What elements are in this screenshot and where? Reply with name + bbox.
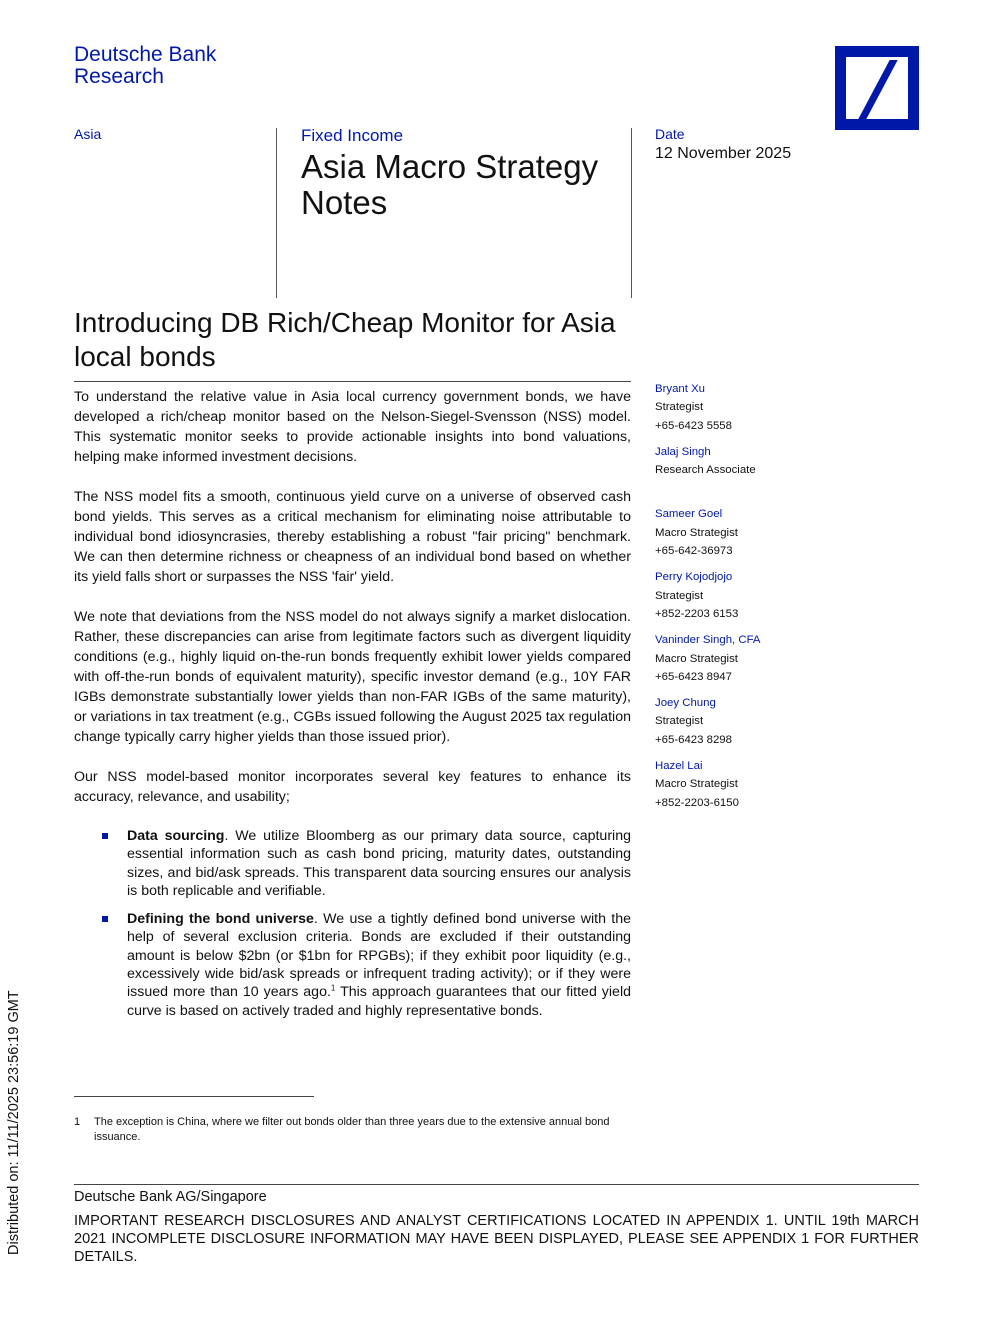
author-role: Strategist bbox=[655, 715, 704, 728]
author-role: Macro Strategist bbox=[655, 526, 738, 539]
brand-wordmark bbox=[74, 44, 216, 88]
author-role: Macro Strategist bbox=[655, 652, 738, 665]
bullet-lead: Data sourcing bbox=[127, 828, 225, 844]
author-name[interactable]: Jalaj Singh bbox=[655, 445, 711, 458]
author-entry bbox=[655, 631, 835, 686]
author-role: Macro Strategist bbox=[655, 778, 738, 791]
distribution-stamp: Distributed on: 11/11/2025 23:56:19 GMT bbox=[6, 990, 22, 1255]
section-kicker: Fixed Income bbox=[301, 126, 404, 145]
author-entry bbox=[655, 694, 835, 749]
footer-rule bbox=[74, 1184, 919, 1185]
author-name[interactable]: Hazel Lai bbox=[655, 760, 703, 773]
date-label: Date bbox=[655, 126, 685, 142]
author-entry bbox=[655, 568, 835, 623]
author-entry bbox=[655, 443, 835, 480]
footnote-rule bbox=[74, 1096, 314, 1097]
author-phone: +852-2203-6150 bbox=[655, 796, 739, 809]
author-name[interactable]: Bryant Xu bbox=[655, 383, 706, 395]
article-headline: Introducing DB Rich/Cheap Monitor for Asia local bonds bbox=[74, 307, 616, 372]
author-entry bbox=[655, 757, 835, 812]
square-bullet-icon bbox=[102, 916, 108, 922]
author-name[interactable]: Perry Kojodjojo bbox=[655, 571, 733, 584]
author-phone: +65-6423 8947 bbox=[655, 670, 732, 683]
article-body bbox=[74, 387, 631, 1030]
brand-subtitle: Research bbox=[74, 65, 164, 88]
body-paragraph: Our NSS model-based monitor incorporates several key features to enhance its accuracy, relevance, and usability; bbox=[74, 769, 631, 805]
feature-list bbox=[74, 827, 631, 1020]
headline-rule bbox=[74, 381, 631, 382]
brand-name: Deutsche Bank bbox=[74, 43, 217, 66]
author-phone: +65-6423 5558 bbox=[655, 419, 732, 432]
author-role: Strategist bbox=[655, 589, 704, 602]
author-list bbox=[655, 380, 835, 812]
region-label: Asia bbox=[74, 126, 102, 142]
publication-title: Asia Macro Strategy Notes bbox=[301, 148, 599, 221]
square-bullet-icon bbox=[102, 833, 108, 839]
author-entry bbox=[655, 380, 835, 435]
date-value: 12 November 2025 bbox=[655, 145, 792, 162]
column-divider bbox=[276, 128, 277, 298]
author-role: Strategist bbox=[655, 401, 704, 414]
list-item bbox=[127, 910, 631, 1020]
column-divider bbox=[631, 128, 632, 298]
author-name[interactable]: Joey Chung bbox=[655, 697, 716, 710]
author-name[interactable]: Vaninder Singh, CFA bbox=[655, 634, 761, 647]
bullet-text: This approach guarantees that our fitted yield curve is based on actively traded and highly representative bonds. bbox=[127, 984, 631, 1019]
footnote-ref[interactable]: 1 bbox=[330, 983, 336, 993]
author-phone: +852-2203 6153 bbox=[655, 607, 739, 620]
body-paragraph: We note that deviations from the NSS model do not always signify a market dislocation. Rather, these discrepancies can arise from legitimate factors such as divergent liquidity conditions (e.g., highly liquid on-the-run bonds frequently exhibit lower yields compared with off-the-run bonds of equivalent maturity), specific investor demand (e.g., 10Y FAR IGBs demonstrate substantially lower yields than non-FAR IGBs of the same maturity), or variations in tax treatment (e.g., CGBs issued following the August 2025 tax regulation change typically carry higher yields than those issued prior). bbox=[74, 609, 631, 745]
footnote-text: The exception is China, where we filter out bonds older than three years due to the extensive annual bond issuance. bbox=[94, 1116, 610, 1143]
list-item bbox=[127, 827, 631, 900]
author-phone: +65-642-36973 bbox=[655, 545, 733, 558]
issuing-entity: Deutsche Bank AG/Singapore bbox=[74, 1189, 267, 1205]
author-entry bbox=[655, 505, 835, 560]
footnote-number: 1 bbox=[74, 1116, 81, 1128]
author-name[interactable]: Sameer Goel bbox=[655, 508, 723, 521]
footnote bbox=[74, 1115, 631, 1145]
bullet-text: . We use a tightly defined bond universe with the help of several exclusion criteria. Bonds are excluded if their outstanding amount is below $2bn (or $1bn for RPGBs); if they exhibit poor liquidity (e.g., excessively wide bid/ask spreads or infrequent trading activity); or if they were issued more than 10 years ago. bbox=[127, 911, 631, 1001]
disclosure-notice: IMPORTANT RESEARCH DISCLOSURES AND ANALYST CERTIFICATIONS LOCATED IN APPENDIX 1. UNTIL 19th MARCH 2021 INCOMPLETE DISCLOSURE INFORMATION MAY HAVE BEEN DISPLAYED, PLEASE SEE APPENDIX 1 FOR FURTHER DETAILS. bbox=[74, 1213, 919, 1265]
body-paragraph: The NSS model fits a smooth, continuous yield curve on a universe of observed cash bond yields. This serves as a critical mechanism for eliminating noise attributable to individual bond idiosyncrasies, thereby establishing a robust "fair pricing" benchmark. We can then determine richness or cheapness of an individual bond based on whether its yield falls short or surpasses the NSS 'fair' yield. bbox=[74, 489, 631, 585]
author-phone: +65-6423 8298 bbox=[655, 733, 732, 746]
bullet-lead: Defining the bond universe bbox=[127, 911, 314, 928]
body-paragraph: To understand the relative value in Asia local currency government bonds, we have developed a rich/cheap monitor based on the Nelson-Siegel-Svensson (NSS) model. This systematic monitor seeks to provide actionable insights into bond valuations, helping make informed investment decisions. bbox=[74, 389, 631, 465]
author-role: Research Associate bbox=[655, 464, 756, 477]
deutsche-bank-logo-icon bbox=[835, 46, 919, 130]
bullet-text: . We utilize Bloomberg as our primary data source, capturing essential information such as cash bond pricing, maturity dates, outstanding sizes, and bid/ask spreads. This transparent data sourcing ensures our analysis is both replicable and verifiable. bbox=[127, 828, 631, 899]
